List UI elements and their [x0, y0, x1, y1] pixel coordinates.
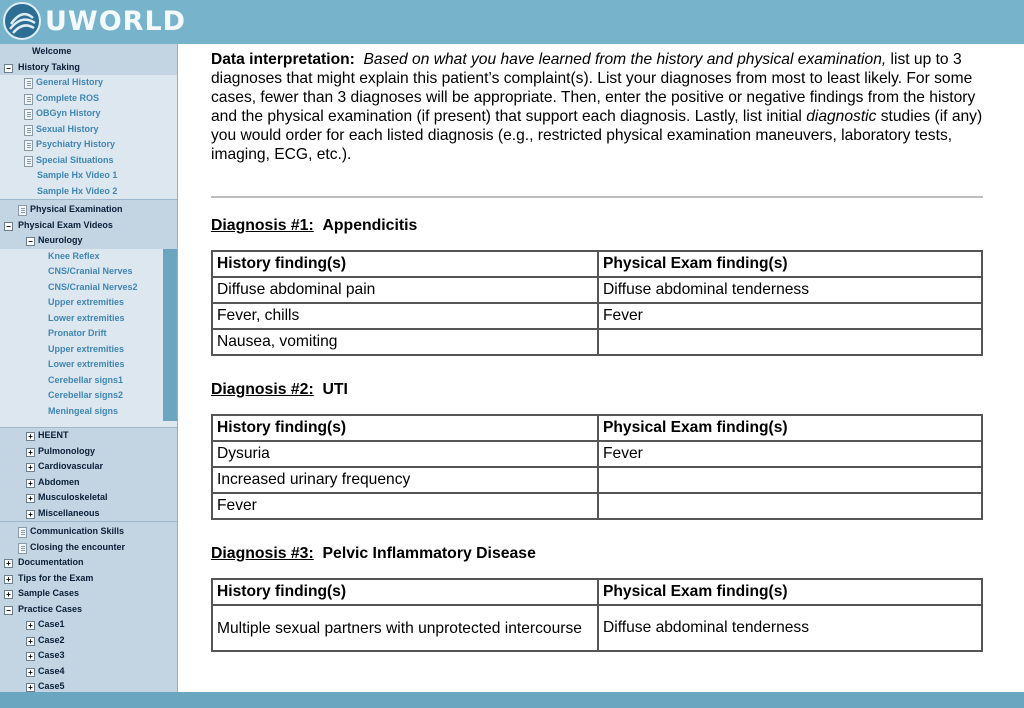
sidebar-item-label: CNS/Cranial Nerves: [48, 266, 133, 276]
sidebar-item-cns-cranial-nerves[interactable]: [0, 264, 177, 280]
sidebar-item-abdomen[interactable]: [0, 475, 177, 491]
instructions-text: studies (if any) you would order for each listed diagnosis (e.g., restricted physical examination maneuvers, laboratory tests, imaging, ECG, etc.).: [211, 108, 983, 163]
sidebar-item-label: Meningeal signs: [48, 405, 119, 416]
sidebar-item-label: Miscellaneous: [38, 507, 100, 518]
table-header: History finding(s): [212, 579, 598, 605]
sidebar-item-label: Neurology: [38, 235, 83, 245]
divider: [211, 196, 983, 198]
diagnosis-3-heading: [211, 545, 536, 563]
sidebar-item-welcome[interactable]: [0, 44, 177, 60]
sidebar-item-physical-exam-videos[interactable]: [0, 218, 177, 234]
main-content: [178, 44, 1024, 692]
diagnosis-label: Diagnosis #1:: [211, 217, 314, 234]
sidebar-item-sexual-history[interactable]: [0, 122, 177, 138]
sidebar-item-communication-skills[interactable]: [0, 524, 177, 540]
sidebar-item-case4[interactable]: [0, 664, 177, 680]
list-spacer: [0, 419, 177, 427]
sidebar-item-lower-extremities[interactable]: [0, 311, 177, 327]
sidebar-item-label: Physical Exam Videos: [18, 219, 113, 230]
sidebar-item-label: General History: [36, 77, 104, 87]
sidebar-item-history-taking[interactable]: [0, 60, 177, 76]
sidebar-item-label: Sample Hx Video 1: [37, 170, 118, 180]
sidebar-item-label: Special Situations: [36, 154, 114, 165]
history-cell[interactable]: Multiple sexual partners with unprotected intercourse: [212, 605, 598, 651]
sidebar-item-label: Closing the encounter: [30, 541, 126, 552]
sidebar-item-cardiovascular[interactable]: [0, 459, 177, 475]
table-row: [212, 493, 982, 519]
sidebar-item-label: CNS/Cranial Nerves2: [48, 281, 138, 292]
sidebar-item-label: Case2: [38, 634, 65, 645]
sidebar-item-pronator-drift[interactable]: [0, 326, 177, 342]
sidebar-item-obgyn-history[interactable]: [0, 106, 177, 122]
table-header: Physical Exam finding(s): [598, 579, 982, 605]
sidebar-item-closing-the-encounter[interactable]: [0, 540, 177, 556]
instructions-italic: Based on what you have learned from the history and physical examination,: [363, 51, 887, 68]
collapse-icon[interactable]: −: [4, 606, 13, 615]
diagnosis-name: Appendicitis: [322, 217, 418, 234]
sidebar-item-label: Case5: [38, 681, 65, 691]
sidebar-item-label: History Taking: [18, 61, 80, 72]
table-row: [212, 467, 982, 493]
sidebar-item-label: Practice Cases: [18, 603, 83, 614]
sidebar-item-cerebellar-signs2[interactable]: [0, 388, 177, 404]
expand-icon[interactable]: +: [4, 559, 13, 568]
sidebar-item-label: Case4: [38, 665, 65, 676]
diagnosis-label: Diagnosis #3:: [211, 545, 314, 562]
expand-icon[interactable]: +: [26, 494, 35, 503]
instructions-text: list up to 3 diagnoses that might explain this patient’s complaint(s). List your diagnoses from most to least likely. For some cases, fewer than 3 diagnoses will be appropriate. Then, enter the positive or negative findings from the history and the physical examination (if present) that support each diagnosis. Lastly, list initial: [211, 51, 976, 125]
sidebar-item-special-situations[interactable]: [0, 153, 177, 169]
sidebar-item-general-history[interactable]: [0, 75, 177, 91]
sidebar-item-label: Lower extremities: [48, 359, 125, 369]
page-icon: [24, 78, 33, 89]
logo-text: UWORLD: [45, 5, 187, 37]
sidebar-item-sample-cases[interactable]: [0, 586, 177, 602]
page-icon: [18, 205, 27, 216]
sidebar-item-label: Knee Reflex: [48, 250, 100, 261]
sidebar-item-upper-extremities[interactable]: [0, 295, 177, 311]
sidebar-item-pulmonology[interactable]: [0, 444, 177, 460]
sidebar-item-label: Upper extremities: [48, 343, 125, 354]
sidebar-item-label: Welcome: [32, 46, 72, 56]
sidebar-item-physical-examination[interactable]: [0, 202, 177, 218]
exam-cell[interactable]: [598, 329, 982, 355]
diagnosis-1-table: [211, 250, 983, 356]
diagnosis-2-table: [211, 414, 983, 520]
expand-icon[interactable]: +: [26, 637, 35, 646]
sidebar-item-tips-for-the-exam[interactable]: [0, 571, 177, 587]
sidebar-item-case1[interactable]: [0, 617, 177, 633]
sidebar-item-case3[interactable]: [0, 648, 177, 664]
page-icon: [18, 543, 27, 554]
neurology-scrollbar[interactable]: [163, 249, 177, 421]
sidebar-item-upper-extremities[interactable]: [0, 342, 177, 358]
collapse-icon[interactable]: −: [26, 237, 35, 246]
sidebar-item-neurology[interactable]: [0, 233, 177, 249]
diagnosis-2-heading: [211, 381, 348, 399]
collapse-icon[interactable]: −: [4, 222, 13, 231]
history-cell[interactable]: Dysuria: [212, 441, 598, 467]
collapse-icon[interactable]: −: [4, 64, 13, 73]
sidebar-item-documentation[interactable]: [0, 555, 177, 571]
uworld-logo-icon: [3, 2, 41, 40]
sidebar-item-label: Communication Skills: [30, 526, 125, 536]
page-icon: [24, 125, 33, 136]
expand-icon[interactable]: +: [4, 575, 13, 584]
sidebar-item-cerebellar-signs1[interactable]: [0, 373, 177, 389]
page-icon: [24, 140, 33, 151]
sidebar-item-label: Cardiovascular: [38, 461, 104, 471]
diagnosis-label: Diagnosis #2:: [211, 381, 314, 398]
instructions-lead: Data interpretation:: [211, 51, 355, 68]
table-row: [212, 441, 982, 467]
table-row: [212, 303, 982, 329]
table-header: Physical Exam finding(s): [598, 415, 982, 441]
history-cell[interactable]: Increased urinary frequency: [212, 467, 598, 493]
sidebar-item-label: Cerebellar signs2: [48, 390, 124, 400]
instructions-paragraph: [211, 50, 1001, 164]
page-icon: [24, 94, 33, 105]
page-icon: [24, 109, 33, 120]
table-row: [212, 329, 982, 355]
exam-cell[interactable]: Fever: [598, 303, 982, 329]
history-cell[interactable]: Nausea, vomiting: [212, 329, 598, 355]
page-icon: [18, 527, 27, 538]
table-header: Physical Exam finding(s): [598, 251, 982, 277]
sidebar-item-case5[interactable]: [0, 679, 177, 692]
sidebar-item-label: Sample Cases: [18, 588, 80, 598]
expand-icon[interactable]: +: [26, 432, 35, 441]
sidebar-item-label: Documentation: [18, 557, 84, 567]
sidebar-item-lower-extremities[interactable]: [0, 357, 177, 373]
expand-icon[interactable]: +: [26, 683, 35, 692]
page-icon: [24, 156, 33, 167]
sidebar-item-complete-ros[interactable]: [0, 91, 177, 107]
history-cell[interactable]: Diffuse abdominal pain: [212, 277, 598, 303]
sidebar-item-label: Complete ROS: [36, 92, 100, 103]
table-row: [212, 277, 982, 303]
table-header-row: [212, 579, 982, 605]
sidebar-item-label: Sexual History: [36, 123, 99, 134]
sidebar-item-label: Case3: [38, 650, 65, 660]
sidebar-item-label: Lower extremities: [48, 312, 125, 323]
expand-icon[interactable]: +: [4, 590, 13, 599]
diagnosis-name: Pelvic Inflammatory Disease: [322, 545, 536, 562]
expand-icon[interactable]: +: [26, 652, 35, 661]
exam-cell[interactable]: Diffuse abdominal tenderness: [598, 605, 982, 651]
neurology-videos-list: [0, 249, 177, 428]
expand-icon[interactable]: +: [26, 668, 35, 677]
sidebar-item-label: Case1: [38, 619, 65, 629]
bottom-bar: [0, 692, 1024, 708]
sidebar-item-label: Physical Examination: [30, 204, 123, 214]
expand-icon[interactable]: +: [26, 621, 35, 630]
exam-cell[interactable]: Fever: [598, 441, 982, 467]
sidebar-item-label: Psychiatry History: [36, 139, 116, 149]
sidebar-item-label: OBGyn History: [36, 108, 101, 118]
diagnosis-1-heading: [211, 217, 417, 235]
sidebar-item-case2[interactable]: [0, 633, 177, 649]
sidebar-item-label: Cerebellar signs1: [48, 374, 124, 385]
expand-icon[interactable]: +: [26, 479, 35, 488]
table-row: [212, 605, 982, 651]
history-cell[interactable]: Fever, chills: [212, 303, 598, 329]
sidebar-item-label: Tips for the Exam: [18, 572, 94, 583]
exam-cell[interactable]: [598, 467, 982, 493]
sidebar-item-heent[interactable]: [0, 428, 177, 444]
sidebar-item-practice-cases[interactable]: [0, 602, 177, 618]
sidebar-item-label: Upper extremities: [48, 297, 125, 307]
table-header: History finding(s): [212, 415, 598, 441]
sidebar-item-sample-hx-video-2[interactable]: [0, 184, 177, 200]
sidebar-item-psychiatry-history[interactable]: [0, 137, 177, 153]
expand-icon[interactable]: +: [26, 448, 35, 457]
sidebar-nav[interactable]: [0, 44, 178, 692]
exam-cell[interactable]: [598, 493, 982, 519]
sidebar-item-label: HEENT: [38, 430, 69, 440]
sidebar-item-miscellaneous[interactable]: [0, 506, 177, 522]
nav-section-history: [0, 44, 177, 200]
table-header: History finding(s): [212, 251, 598, 277]
table-header-row: [212, 415, 982, 441]
sidebar-item-knee-reflex[interactable]: [0, 249, 177, 265]
sidebar-item-label: Pulmonology: [38, 445, 95, 456]
diagnosis-3-table: [211, 578, 983, 652]
sidebar-item-sample-hx-video-1[interactable]: [0, 168, 177, 184]
nav-section-systems: [0, 427, 177, 522]
sidebar-item-label: Pronator Drift: [48, 328, 107, 338]
sidebar-item-cns-cranial-nerves2[interactable]: [0, 280, 177, 296]
sidebar-item-label: Abdomen: [38, 476, 80, 487]
history-cell[interactable]: Fever: [212, 493, 598, 519]
diagnosis-name: UTI: [322, 381, 348, 398]
top-bar: [0, 0, 1024, 44]
exam-cell[interactable]: Diffuse abdominal tenderness: [598, 277, 982, 303]
sidebar-item-label: Musculoskeletal: [38, 492, 108, 502]
sidebar-item-meningeal-signs[interactable]: [0, 404, 177, 420]
expand-icon[interactable]: +: [26, 510, 35, 519]
table-header-row: [212, 251, 982, 277]
expand-icon[interactable]: +: [26, 463, 35, 472]
instructions-italic: diagnostic: [806, 108, 877, 125]
sidebar-item-musculoskeletal[interactable]: [0, 490, 177, 506]
logo[interactable]: [3, 1, 186, 41]
sidebar-item-label: Sample Hx Video 2: [37, 185, 118, 196]
